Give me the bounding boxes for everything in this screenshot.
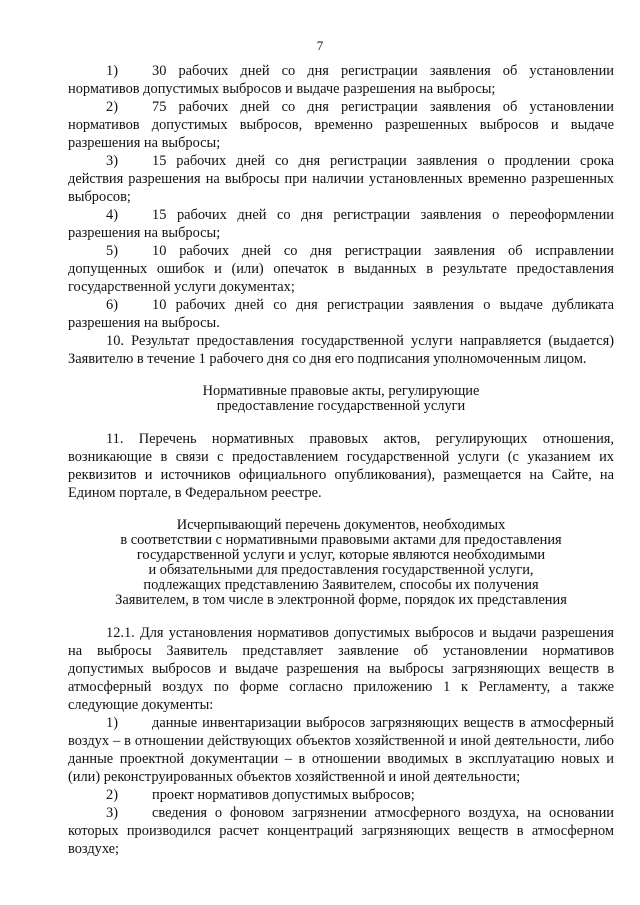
document-item-3 bbox=[68, 804, 614, 858]
document-item-1 bbox=[68, 714, 614, 786]
item-text: сведения о фоновом загрязнении атмосферного воздуха, на основании которых производился расчет концентраций загрязняющих веществ в атмосферном воздухе; bbox=[68, 805, 614, 857]
heading-line: Исчерпывающий перечень документов, необходимых bbox=[176, 517, 506, 533]
item-number: 6) bbox=[106, 297, 118, 313]
item-number: 4) bbox=[106, 207, 118, 223]
heading-line: государственной услуги и услуг, которые являются необходимыми bbox=[136, 547, 546, 563]
item-text: данные инвентаризации выбросов загрязняющих веществ в атмосферный воздух – в отношении действующих объектов хозяйственной и иной деятельности, либо данные проектной документации – в отношении вводимых в эксплуатацию новых и (или) реконструированных объектов хозяйственной и иной деятельности; bbox=[68, 715, 614, 785]
deadline-item-6 bbox=[68, 296, 614, 332]
document-item-2 bbox=[68, 786, 614, 804]
item-text: 10 рабочих дней со дня регистрации заявления об исправлении допущенных ошибок и (или) опечаток в выданных в результате предоставления государственной услуги документах; bbox=[68, 243, 614, 295]
item-number: 3) bbox=[106, 153, 118, 169]
section-heading-documents bbox=[68, 518, 614, 608]
heading-line: Заявителем, в том числе в электронной форме, порядок их представления bbox=[115, 592, 567, 608]
item-text: 75 рабочих дней со дня регистрации заявления об установлении нормативов допустимых выбросов, временно разрешенных выбросов и выдаче разрешения на выбросы; bbox=[68, 99, 614, 151]
deadline-item-5 bbox=[68, 242, 614, 296]
heading-line: предоставление государственной услуги bbox=[216, 398, 466, 414]
heading-line: и обязательными для предоставления государственной услуги, bbox=[148, 562, 534, 578]
item-number: 3) bbox=[106, 805, 118, 821]
item-number: 2) bbox=[106, 787, 118, 803]
paragraph-11: 11. Перечень нормативных правовых актов, регулирующих отношения, возникающие в связи с предоставлением государственной услуги (с указанием их реквизитов и источников официального опубликования), размещается на Сайте, на Едином портале, в Федеральном реестре. bbox=[68, 431, 614, 501]
deadline-item-4 bbox=[68, 206, 614, 242]
deadline-item-1 bbox=[68, 62, 614, 98]
item-text: 15 рабочих дней со дня регистрации заявления о переоформлении разрешения на выбросы; bbox=[68, 207, 614, 241]
page-number: 7 bbox=[316, 38, 324, 53]
deadline-item-3 bbox=[68, 152, 614, 206]
heading-line: подлежащих представлению Заявителем, способы их получения bbox=[143, 577, 539, 593]
paragraph-12-1: 12.1. Для установления нормативов допустимых выбросов и выдачи разрешения на выбросы Заявитель представляет заявление об установлении нормативов допустимых выбросов и выдаче разрешения на выбросы загрязняющих веществ в атмосферный воздух по форме согласно приложению 1 к Регламенту, а также следующие документы: bbox=[68, 625, 614, 713]
item-number: 2) bbox=[106, 99, 118, 115]
item-text: 10 рабочих дней со дня регистрации заявления о выдаче дубликата разрешения на выбросы. bbox=[68, 297, 614, 331]
item-number: 1) bbox=[106, 63, 118, 79]
heading-line: Нормативные правовые акты, регулирующие bbox=[202, 383, 480, 399]
item-number: 1) bbox=[106, 715, 118, 731]
section-heading-legal-acts bbox=[68, 384, 614, 414]
document-body bbox=[68, 62, 614, 858]
item-number: 5) bbox=[106, 243, 118, 259]
item-text: 30 рабочих дней со дня регистрации заявления об установлении нормативов допустимых выбросов и выдаче разрешения на выбросы; bbox=[68, 63, 614, 97]
deadline-item-2 bbox=[68, 98, 614, 152]
heading-line: в соответствии с нормативными правовыми актами для предоставления bbox=[120, 532, 562, 548]
item-text: 15 рабочих дней со дня регистрации заявления о продлении срока действия разрешения на выбросы при наличии установленных временно разрешенных выбросов; bbox=[68, 153, 614, 205]
paragraph-10: 10. Результат предоставления государственной услуги направляется (выдается) Заявителю в течение 1 рабочего дня со дня его подписания уполномоченным лицом. bbox=[68, 333, 614, 367]
item-text: проект нормативов допустимых выбросов; bbox=[152, 787, 415, 803]
